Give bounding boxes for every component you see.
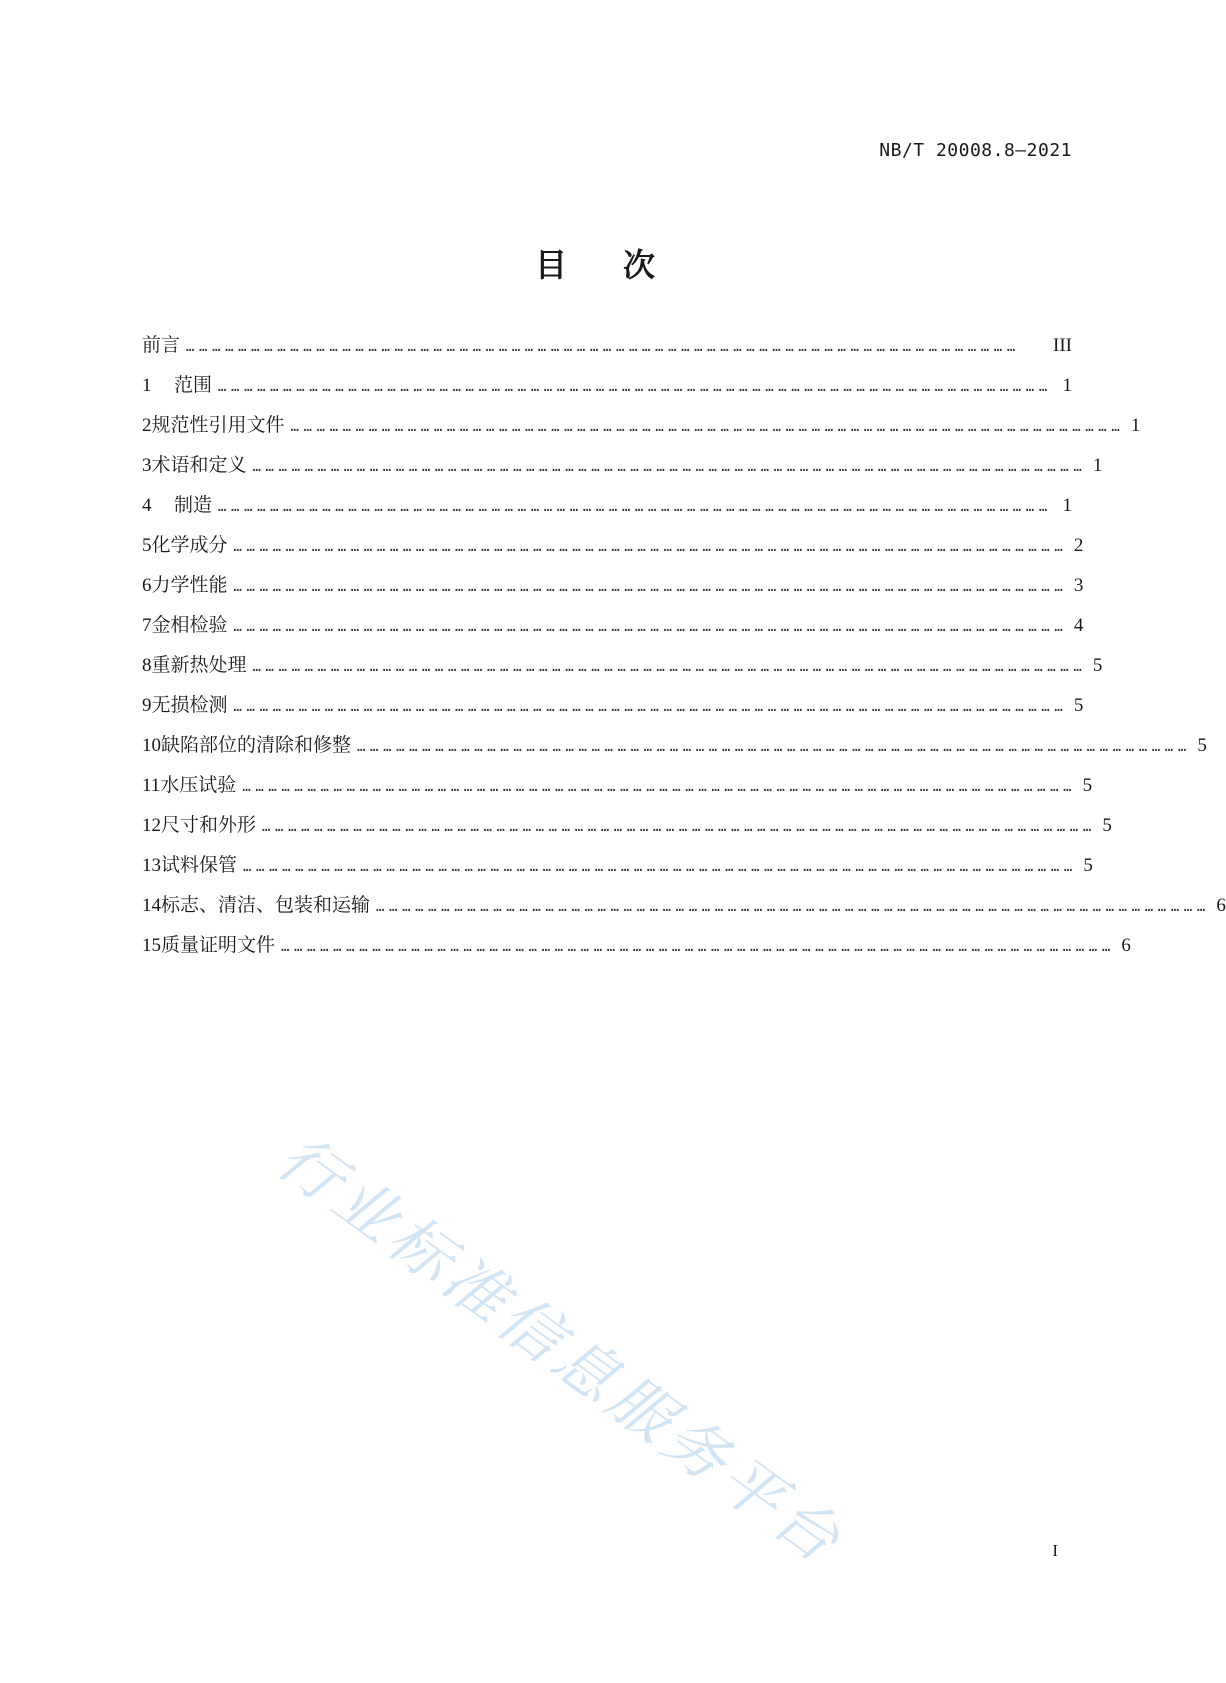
toc-entry-label: 金相检验 (151, 614, 228, 636)
toc-leader-dots: ………………………………………………………………………………………………………………………………………………………………………… (233, 619, 1068, 635)
toc-leader-dots: ………………………………………………………………………………………………………………………………………………………………………… (233, 699, 1068, 715)
toc-leader-dots: ………………………………………………………………………………………………………………………………………………………………………… (218, 379, 1052, 395)
toc-entry-label: 规范性引用文件 (151, 414, 285, 436)
toc-entry[interactable] (142, 410, 1141, 450)
toc-entry-number: 12 (142, 815, 161, 836)
toc-entry-label: 范围 (174, 374, 213, 396)
toc-leader-dots: ………………………………………………………………………………………………………………………………………………………………………… (281, 939, 1115, 955)
toc-leader-dots: ………………………………………………………………………………………………………………………………………………………………………… (262, 819, 1096, 835)
toc-entry-label: 前言 (142, 334, 181, 356)
toc-entry[interactable] (142, 850, 1093, 890)
page-number: I (1052, 1541, 1058, 1560)
toc-entry[interactable] (142, 690, 1084, 730)
toc-entry-number: 8 (142, 655, 152, 676)
toc-entry[interactable] (142, 450, 1103, 490)
toc-entry-label: 化学成分 (151, 534, 228, 556)
toc-entry-page: 5 (1082, 775, 1093, 796)
toc-entry-label: 术语和定义 (151, 454, 247, 476)
toc-entry-number: 4 (142, 495, 152, 516)
toc-entry-number: 14 (142, 895, 161, 916)
toc-entry[interactable] (142, 770, 1093, 810)
toc-entry-page: 1 (1130, 415, 1141, 436)
toc-entry-label: 标志、清洁、包装和运输 (161, 894, 371, 916)
toc-leader-dots: ………………………………………………………………………………………………………………………………………………………………………… (233, 539, 1068, 555)
toc-entry[interactable] (142, 490, 1072, 530)
toc-entry-page: 6 (1121, 935, 1131, 956)
toc-entry-page: 5 (1083, 855, 1093, 876)
toc-entry[interactable] (142, 530, 1084, 570)
toc-entry[interactable] (142, 370, 1072, 410)
document-code: NB/T 20008.8—2021 (879, 140, 1072, 161)
toc-entry[interactable] (142, 810, 1112, 850)
toc-entry-page: 5 (1197, 735, 1207, 756)
toc-entry-number: 13 (142, 855, 161, 876)
toc-entry-page: 5 (1073, 695, 1084, 716)
watermark: 行业标准信息服务平台 (264, 1120, 858, 1580)
toc-title: 目次 (534, 246, 711, 284)
toc-entry-page: 2 (1073, 535, 1084, 556)
toc-entry[interactable] (142, 650, 1103, 690)
toc-entry-number: 9 (142, 695, 152, 716)
toc-entry-page: 4 (1073, 615, 1084, 636)
toc-entry-page: 3 (1073, 575, 1084, 596)
toc-leader-dots: ………………………………………………………………………………………………………………………………………………………………………… (376, 899, 1210, 915)
toc-entry-page: 1 (1062, 375, 1072, 396)
toc-entry-label: 质量证明文件 (161, 934, 276, 956)
toc-entry-number: 2 (142, 415, 152, 436)
toc-entry[interactable] (142, 610, 1084, 650)
toc-entry-number: 10 (142, 735, 161, 756)
toc-leader-dots: ………………………………………………………………………………………………………………………………………………………………………… (186, 339, 1020, 355)
toc-entry-label: 制造 (174, 494, 213, 516)
toc-entry-label: 尺寸和外形 (161, 814, 257, 836)
toc-entry-number: 5 (142, 535, 152, 556)
toc-entry[interactable] (142, 570, 1084, 610)
toc-leader-dots: ………………………………………………………………………………………………………………………………………………………………………… (233, 579, 1068, 595)
toc-leader-dots: ………………………………………………………………………………………………………………………………………………………………………… (290, 419, 1125, 435)
toc-entry-page: 6 (1216, 895, 1226, 916)
toc-entry-page: 5 (1092, 655, 1103, 676)
toc-entry-label: 重新热处理 (151, 654, 247, 676)
toc-entry-label: 力学性能 (151, 574, 228, 596)
toc-leader-dots: ………………………………………………………………………………………………………………………………………………………………………… (242, 779, 1077, 795)
toc-entry-number: 11 (142, 775, 161, 796)
toc-entry-number: 7 (142, 615, 152, 636)
toc-entry-label: 试料保管 (161, 854, 238, 876)
toc-entry-number: 1 (142, 375, 152, 396)
toc-leader-dots: ………………………………………………………………………………………………………………………………………………………………………… (243, 859, 1077, 875)
toc-entry-page: 5 (1102, 815, 1112, 836)
toc-entry-page: 1 (1092, 455, 1103, 476)
toc-entry-label: 缺陷部位的清除和修整 (161, 734, 352, 756)
toc-entry-label: 无损检测 (151, 694, 228, 716)
toc-entry-number: 15 (142, 935, 161, 956)
toc-entry[interactable] (142, 730, 1207, 770)
toc-entry-page: III (1053, 335, 1072, 356)
toc-entry-number: 6 (142, 575, 152, 596)
toc-leader-dots: ………………………………………………………………………………………………………………………………………………………………………… (357, 739, 1191, 755)
table-of-contents (142, 330, 1226, 970)
toc-entry-page: 1 (1062, 495, 1072, 516)
toc-entry[interactable] (142, 330, 1072, 370)
toc-entry[interactable] (142, 930, 1131, 970)
toc-leader-dots: ………………………………………………………………………………………………………………………………………………………………………… (218, 499, 1052, 515)
toc-leader-dots: ………………………………………………………………………………………………………………………………………………………………………… (252, 659, 1087, 675)
toc-leader-dots: ………………………………………………………………………………………………………………………………………………………………………… (252, 459, 1087, 475)
toc-entry-number: 3 (142, 455, 152, 476)
toc-entry-label: 水压试验 (160, 774, 237, 796)
toc-entry[interactable] (142, 890, 1226, 930)
